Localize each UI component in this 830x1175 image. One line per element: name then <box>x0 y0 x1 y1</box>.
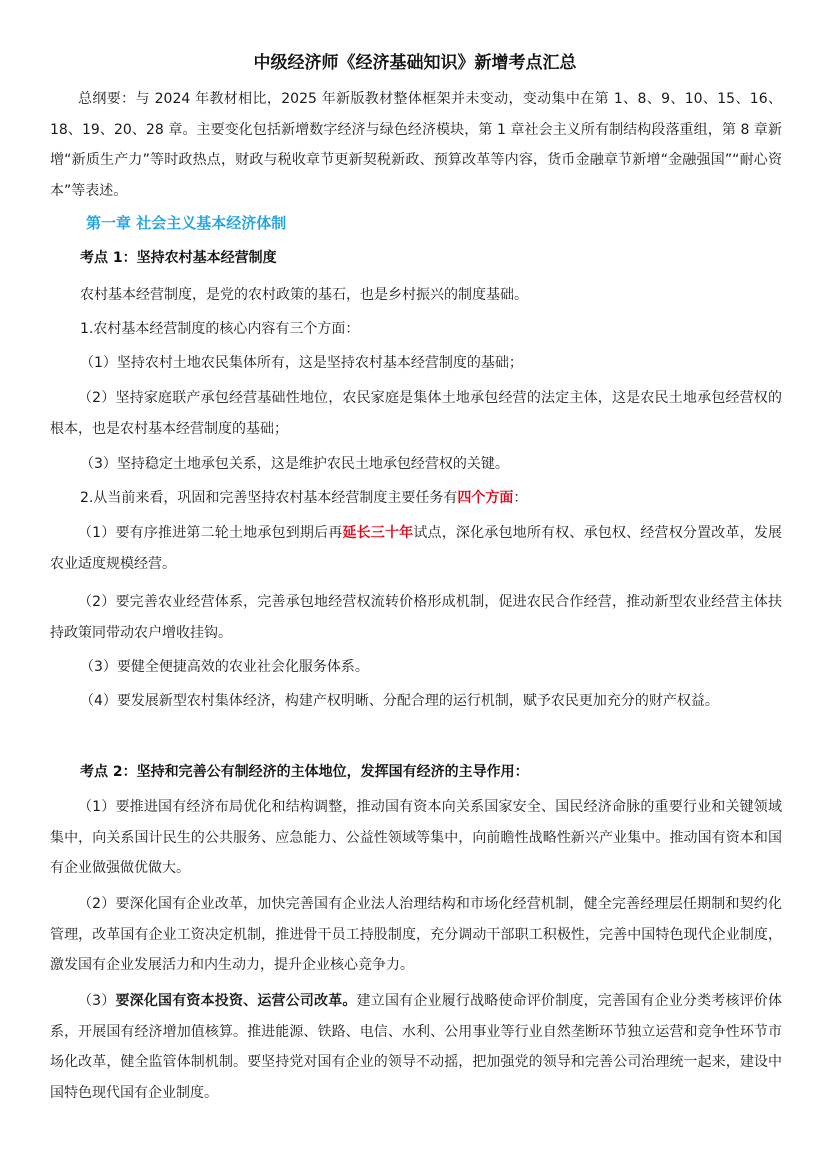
kp1-task-1 <box>50 518 782 579</box>
kp2-item-3-bold: 要深化国有资本投资、运营公司改革。 <box>115 993 357 1009</box>
kp1-tasks-heading-text: 2.从当前来看，巩固和完善坚持农村基本经营制度主要任务有 <box>80 490 458 506</box>
kp1-tasks-heading-colon: ： <box>513 490 528 506</box>
kp2-item-1: （1）要推进国有经济布局优化和结构调整，推动国有资本向关系国家安全、国民经济命脉的重要行业和关键领域集中，向关系国计民生的公共服务、应急能力、公益性领域等集中，向前瞻性战略性新兴产业集中。推动国有资本和国有企业做强做优做大。 <box>50 799 782 876</box>
kp1-core-item-3: （3）坚持稳定土地承包关系，这是维护农民土地承包经营权的关键。 <box>80 456 509 472</box>
kp1-task-2: （2）要完善农业经营体系，完善承包地经营权流转价格形成机制，促进农民合作经营，推动新型农业经营主体扶持政策同带动农户增收挂钩。 <box>50 594 782 641</box>
highlight-thirty-years: 延长三十年 <box>342 525 414 541</box>
key-point-2-title: 考点 2：坚持和完善公有制经济的主体地位，发挥国有经济的主导作用： <box>80 764 529 780</box>
kp1-core-item-1: （1）坚持农村土地农民集体所有，这是坚持农村基本经营制度的基础； <box>80 355 523 371</box>
kp2-item-3-number: （3） <box>78 993 116 1009</box>
kp2-item-2: （2）要深化国有企业改革，加快完善国有企业法人治理结构和市场化经营机制，健全完善经理层任期制和契约化管理，改革国有企业工资决定机制，推进骨干员工持股制度，充分调动干部职工积极性，完善中国特色现代企业制度，激发国有企业发展活力和内生动力，提升企业核心竞争力。 <box>50 896 782 973</box>
summary-paragraph: 总纲要：与 2024 年教材相比，2025 年新版教材整体框架并未变动，变动集中在第 1、8、9、10、15、16、18、19、20、28 章。主要变化包括新增数字经济与绿色经济模块，第 1 章社会主义所有制结构段落重组，第 8 章新增“新质生产力”等时政热点，财政与税收章节更新契税新政、预算改革等内容，货币金融章节新增“金融强国”“耐心资本”等表述。 <box>50 91 782 199</box>
kp1-core-heading: 1.农村基本经营制度的核心内容有三个方面： <box>80 321 360 337</box>
kp1-task-1-text-a: （1）要有序推进第二轮土地承包到期后再 <box>78 525 343 541</box>
kp1-task-3: （3）要健全便捷高效的农业社会化服务体系。 <box>80 659 369 675</box>
kp1-task-4: （4）要发展新型农村集体经济，构建产权明晰、分配合理的运行机制，赋予农民更加充分的财产权益。 <box>80 693 719 709</box>
kp1-task-1-text-b: 试点，深化承包地所有权、承包权、经营权分置改革，发展农业适度规模经营。 <box>50 525 783 572</box>
highlight-four-aspects: 四个方面 <box>457 490 514 506</box>
kp1-intro: 农村基本经营制度，是党的农村政策的基石，也是乡村振兴的制度基础。 <box>80 287 528 303</box>
kp2-item-3 <box>50 986 782 1108</box>
key-point-1-title: 考点 1：坚持农村基本经营制度 <box>80 250 277 266</box>
kp1-core-item-2: （2）坚持家庭联产承包经营基础性地位，农民家庭是集体土地承包经营的法定主体，这是农民土地承包经营权的根本，也是农村基本经营制度的基础； <box>50 390 782 437</box>
kp1-tasks-heading <box>80 487 782 509</box>
kp2-item-3-text: 建立国有企业履行战略使命评价制度，完善国有企业分类考核评价体系，开展国有经济增加值核算。推进能源、铁路、电信、水利、公用事业等行业自然垄断环节独立运营和竞争性环节市场化改革，健全监管体制机制。要坚持党对国有企业的领导不动摇，把加强党的领导和完善公司治理统一起来，建设中国特色现代国有企业制度。 <box>50 993 782 1101</box>
document-title: 中级经济师《经济基础知识》新增考点汇总 <box>253 53 577 73</box>
chapter-heading: 第一章 社会主义基本经济体制 <box>86 214 287 232</box>
